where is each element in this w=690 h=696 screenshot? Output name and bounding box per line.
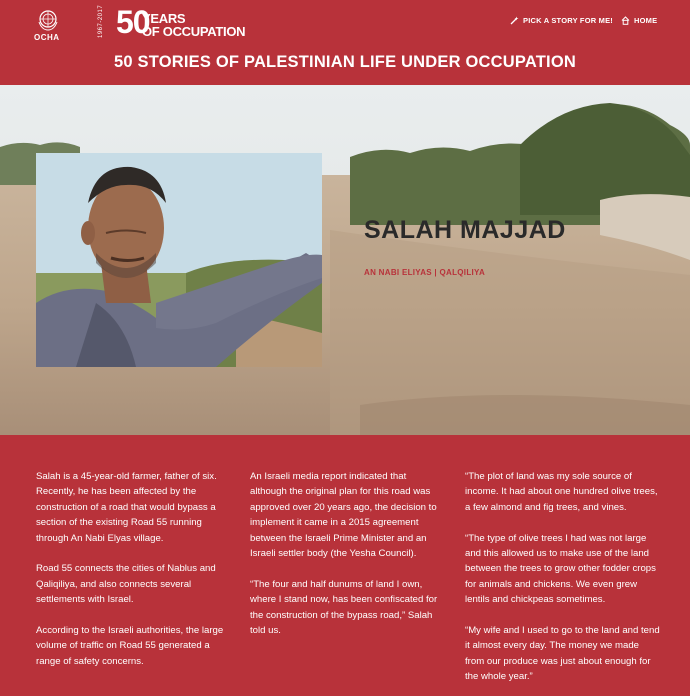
- org-name: OCHA: [34, 33, 60, 42]
- paragraph: “The type of olive trees I had was not large and this allowed us to make use of the land between the trees to grow other fodder crops for animals and chickens. We even grew lentils and chickpeas sometimes.: [465, 532, 656, 606]
- years-line-2: OF OCCUPATION: [142, 24, 246, 39]
- story-column-3: [465, 469, 660, 696]
- page-headline: 50 STORIES OF PALESTINIAN LIFE UNDER OCCUPATION: [114, 53, 576, 71]
- home-icon: [621, 16, 630, 25]
- paragraph: Salah is a 45-year-old farmer, father of six. Recently, he has been affected by the construction of a road that would bypass a section of the existing Road 55 running through An Nabi Elyas village.: [36, 471, 217, 544]
- person-location: AN NABI ELIYAS | QALQILIYA: [364, 268, 486, 277]
- paragraph: Road 55 connects the cities of Nablus and Qaliqiliya, and also connects several settlements with Israel.: [36, 563, 216, 606]
- nav-pick-label: PICK A STORY FOR ME!: [523, 16, 613, 25]
- portrait-photo: [36, 153, 322, 367]
- story-column-1: [36, 469, 231, 685]
- years-line-1: YEARS: [142, 11, 186, 26]
- nav-home-label: HOME: [634, 16, 658, 25]
- big-number: 50: [116, 4, 150, 40]
- paragraph: “The four and half dunums of land I own, where I stand now, has been confiscated for the construction of the bypass road,” Salah told us.: [250, 578, 438, 637]
- paragraph: “My wife and I used to go to the land and tend it almost every day. The money we made from our produce was just about enough for the whole year.”: [465, 625, 660, 683]
- nav-pick-a-story[interactable]: [510, 16, 613, 25]
- site-logo[interactable]: [34, 4, 246, 42]
- paragraph: An Israeli media report indicated that although the original plan for this road was approved over 20 years ago, the decision to implement it came in a 2015 agreement between the Israeli Prime Minister and an Israeli settler body (the Yesha Council).: [250, 471, 437, 560]
- person-name: SALAH MAJJAD: [364, 216, 566, 244]
- year-range: 1967-2017: [98, 4, 104, 38]
- top-bar: [0, 0, 690, 44]
- nav-home[interactable]: [621, 16, 657, 25]
- paragraph: “The plot of land was my sole source of income. It had about one hundred olive trees, a few almond and fig trees, and vines.: [465, 471, 658, 513]
- years-of-occupation-text: [142, 12, 245, 38]
- paragraph: According to the Israeli authorities, the large volume of traffic on Road 55 generated a range of safety concerns.: [36, 625, 224, 667]
- story-column-2: [250, 469, 445, 654]
- un-emblem-icon: [36, 8, 60, 32]
- magic-wand-icon: [510, 16, 519, 25]
